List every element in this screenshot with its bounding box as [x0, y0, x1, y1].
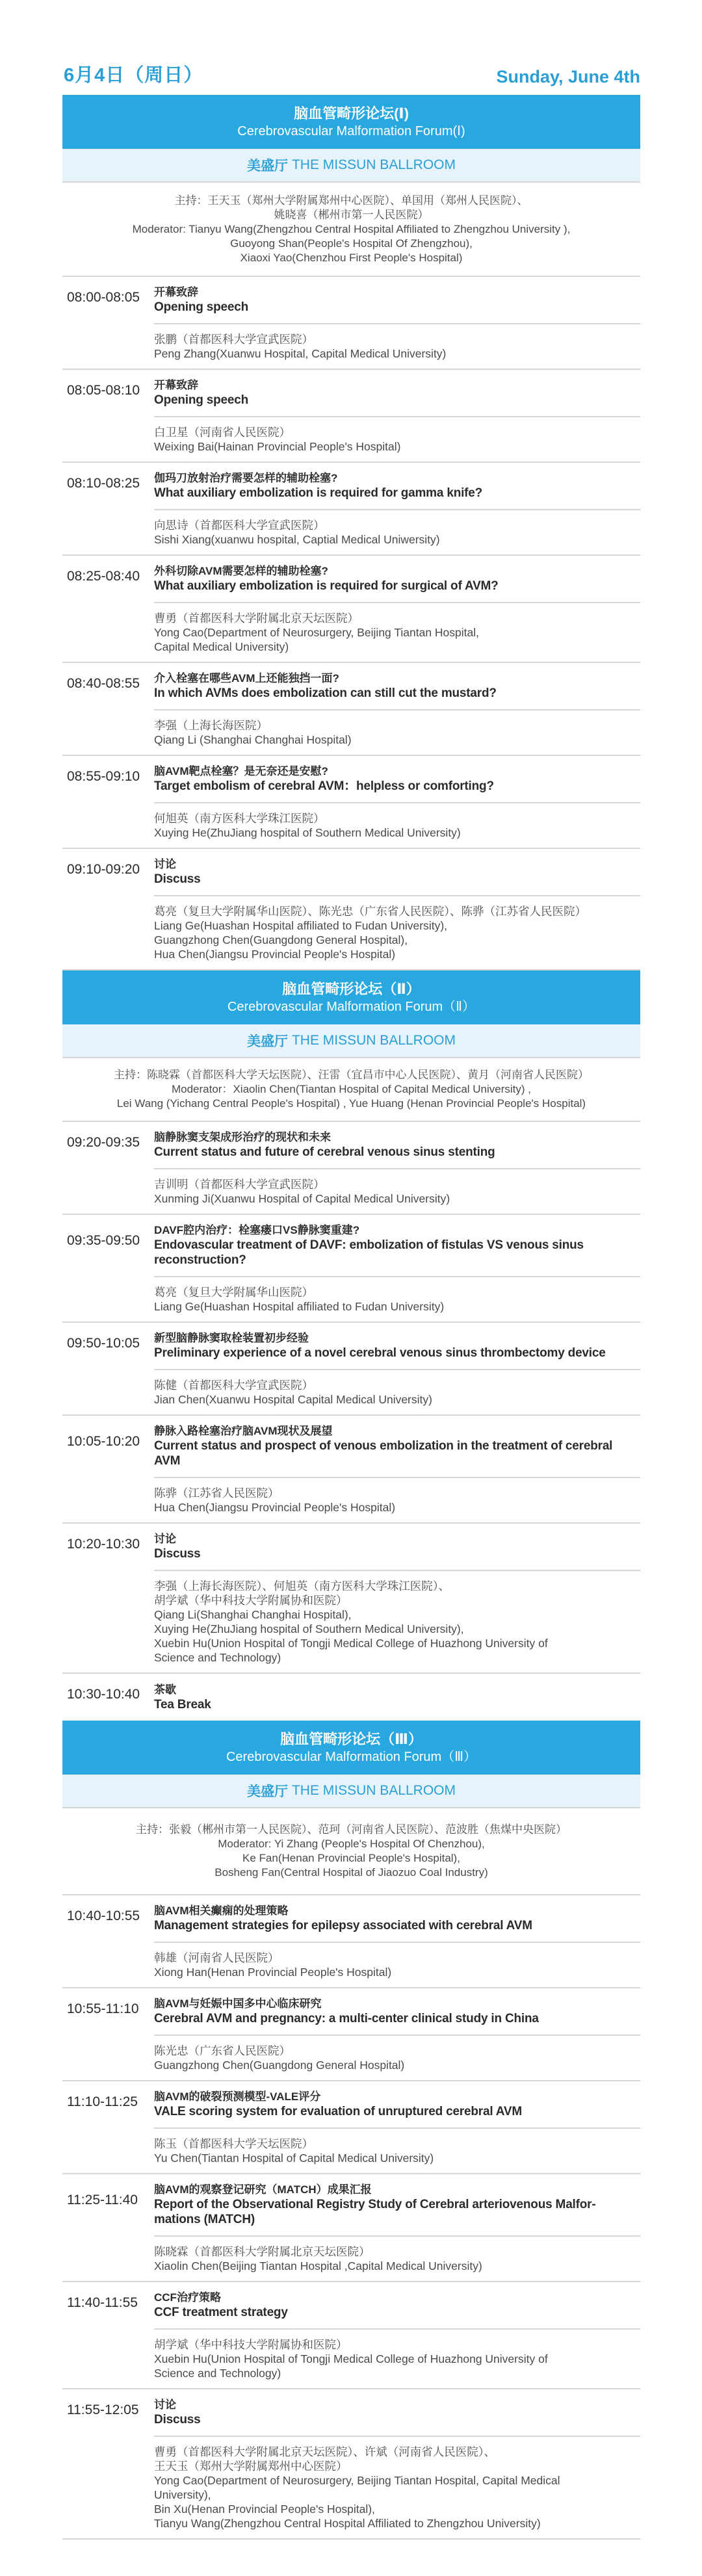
session-speaker — [154, 1277, 640, 1321]
session-topic — [154, 1524, 640, 1571]
forum-title-cn: 脑血管畸形论坛(Ⅰ) — [294, 105, 409, 122]
forum-section — [62, 970, 640, 1721]
topic-title-en: Discuss — [154, 1547, 201, 1561]
speaker-line: Weixing Bai(Hainan Provincial People's Hospital) — [154, 440, 401, 453]
topic-title-en: Opening speech — [154, 393, 249, 407]
speaker-line: 曹勇（首都医科大学附属北京天坛医院） — [154, 612, 359, 625]
topic-title-cn: 开幕致辞 — [154, 379, 198, 391]
speaker-line: Xiong Han(Henan Provincial People's Hospital) — [154, 1966, 392, 1979]
session-topic — [154, 1215, 640, 1277]
topic-title-cn: CCF治疗策略 — [154, 2291, 221, 2304]
moderator-line: 主持：陈晓霖（首都医科大学天坛医院）、汪雷（宜昌市中心人民医院）、黄月（河南省人民医院） — [114, 1069, 589, 1081]
room-name-en: THE MISSUN BALLROOM — [291, 1783, 456, 1798]
session-speaker — [154, 2129, 640, 2173]
speaker-line: 李强（上海长海医院） — [154, 719, 268, 732]
session-time: 11:25-11:40 — [67, 2192, 138, 2207]
session-topic — [154, 756, 640, 803]
topic-title-en: In which AVMs does embolization can still cut the mustard? — [154, 686, 497, 700]
moderator-line: Ke Fan(Henan Provincial People's Hospital), — [242, 1852, 460, 1864]
moderator-line: 主持：张毅（郴州市第一人民医院）、范珂（河南省人民医院）、范波胜（焦煤中央医院） — [136, 1823, 567, 1836]
session-content — [154, 463, 640, 554]
speaker-line: 葛亮（复旦大学附属华山医院） — [154, 1286, 313, 1299]
topic-title-en: CCF treatment strategy — [154, 2306, 288, 2319]
topic-title-cn: 脑AVM与妊娠中国多中心临床研究 — [154, 1997, 322, 2010]
speaker-line: 张鹏（首都医科大学宣武医院） — [154, 333, 313, 346]
speaker-line: Science and Technology) — [154, 2367, 281, 2380]
session-speaker — [154, 417, 640, 462]
session-content — [154, 1524, 640, 1672]
session-time: 09:50-10:05 — [67, 1336, 140, 1351]
session-row — [62, 1895, 640, 1988]
moderator-line: Bosheng Fan(Central Hospital of Jiaozuo Coal Industry) — [214, 1866, 488, 1879]
speaker-line: Xuying He(ZhuJiang hospital of Southern Medical University) — [154, 826, 461, 839]
topic-title-cn: DAVF腔内治疗：栓塞瘘口VS静脉窦重建? — [154, 1224, 360, 1236]
session-topic — [154, 1674, 640, 1721]
moderator-block — [62, 1058, 640, 1122]
speaker-line: Jian Chen(Xuanwu Hospital Capital Medical University) — [154, 1393, 432, 1406]
session-speaker — [154, 1478, 640, 1522]
topic-title-en: Current status and prospect of venous embolization in the treatment of cerebral AVM — [154, 1439, 613, 1468]
session-topic — [154, 849, 640, 896]
topic-title-cn: 伽玛刀放射治疗需要怎样的辅助栓塞? — [154, 472, 338, 484]
date-header — [62, 64, 640, 90]
moderator-line: Lei Wang (Yichang Central People's Hospital) , Yue Huang (Henan Provincial People's Hospital) — [116, 1097, 586, 1110]
topic-title-cn: 讨论 — [154, 1533, 176, 1545]
session-time: 09:10-09:20 — [67, 862, 140, 877]
session-row — [62, 756, 640, 849]
date-en: Sunday, June 4th — [496, 67, 640, 86]
speaker-line: Xuying He(ZhuJiang hospital of Southern Medical University), — [154, 1622, 464, 1635]
session-speaker — [154, 2036, 640, 2080]
session-row — [62, 1988, 640, 2081]
topic-title-en: Management strategies for epilepsy associated with cerebral AVM — [154, 1919, 532, 1932]
session-row — [62, 1416, 640, 1524]
forum-title-en: Cerebrovascular Malformation Forum(Ⅰ) — [237, 124, 465, 138]
forum-title-en: Cerebrovascular Malformation Forum（Ⅱ） — [227, 999, 476, 1014]
session-content — [154, 1674, 640, 1721]
session-row — [62, 556, 640, 663]
moderator-line: 主持：王天玉（郑州大学附属郑州中心医院）、单国用（郑州人民医院）、 — [174, 194, 528, 207]
session-time: 10:40-10:55 — [67, 1908, 140, 1923]
speaker-line: Guangzhong Chen(Guangdong General Hospital), — [154, 933, 408, 946]
moderator-block — [62, 183, 640, 277]
session-speaker — [154, 803, 640, 848]
session-time: 09:20-09:35 — [67, 1135, 140, 1150]
speaker-line: 陈健（首都医科大学宣武医院） — [154, 1379, 313, 1392]
forum-section — [62, 95, 640, 970]
session-content — [154, 370, 640, 462]
topic-title-cn: 脑静脉窦支架成形治疗的现状和未来 — [154, 1131, 331, 1143]
session-topic — [154, 2174, 640, 2237]
moderator-block — [62, 1808, 640, 1895]
topic-title-en: Tea Break — [154, 1697, 211, 1711]
speaker-line: Science and Technology) — [154, 1651, 281, 1664]
speaker-line: Yong Cao(Department of Neurosurgery, Beijing Tiantan Hospital, — [154, 626, 479, 639]
session-topic — [154, 1988, 640, 2036]
session-speaker — [154, 896, 640, 969]
moderator-line: Moderator: Tianyu Wang(Zhengzhou Central Hospital Affiliated to Zhengzhou University ), — [132, 222, 571, 235]
session-speaker — [154, 710, 640, 755]
moderator-line: Xiaoxi Yao(Chenzhou First People's Hospital) — [240, 251, 463, 264]
topic-title-en: Opening speech — [154, 300, 249, 314]
session-time: 10:20-10:30 — [67, 1537, 140, 1552]
session-speaker — [154, 324, 640, 369]
session-topic — [154, 2282, 640, 2330]
session-content — [154, 1988, 640, 2080]
session-time: 08:10-08:25 — [67, 476, 140, 491]
session-row — [62, 463, 640, 556]
session-time: 09:35-09:50 — [67, 1233, 140, 1248]
forum-banner — [62, 970, 640, 1024]
speaker-line: 葛亮（复旦大学附属华山医院）、陈光忠（广东省人民医院）、陈骅（江苏省人民医院） — [154, 905, 586, 918]
topic-title-cn: 茶歇 — [154, 1683, 176, 1696]
session-speaker — [154, 1943, 640, 1987]
forum-title-cn: 脑血管畸形论坛（Ⅱ） — [282, 980, 421, 997]
speaker-line: 李强（上海长海医院）、何旭英（南方医科大学珠江医院）、 — [154, 1580, 450, 1593]
session-time: 10:30-10:40 — [67, 1687, 140, 1702]
topic-title-en: What auxiliary embolization is required for surgical of AVM? — [154, 579, 499, 593]
session-content — [154, 1122, 640, 1214]
session-row — [62, 370, 640, 463]
session-content — [154, 1323, 640, 1414]
session-topic — [154, 556, 640, 603]
session-content — [154, 1416, 640, 1522]
topic-title-cn: 脑AVM靶点栓塞？是无奈还是安慰? — [154, 765, 328, 777]
session-time: 10:05-10:20 — [67, 1434, 140, 1449]
session-row — [62, 663, 640, 756]
session-speaker — [154, 603, 640, 662]
topic-title-cn: 介入栓塞在哪些AVM上还能独挡一面? — [154, 672, 339, 684]
room-name-cn: 美盛厅 — [246, 1034, 288, 1049]
speaker-line: Sishi Xiang(xuanwu hospital, Captial Medical Uniwersity) — [154, 533, 440, 546]
session-time: 10:55-11:10 — [67, 2001, 139, 2016]
speaker-line: Qiang Li(Shanghai Changhai Hospital), — [154, 1608, 352, 1621]
session-row — [62, 2174, 640, 2282]
session-row — [62, 1674, 640, 1721]
speaker-line: 向思诗（首都医科大学宣武医院） — [154, 519, 325, 532]
topic-title-en: Target embolism of cerebral AVM：helpless or comforting? — [154, 779, 494, 793]
topic-title-cn: 讨论 — [154, 858, 176, 870]
speaker-line: Xuebin Hu(Union Hospital of Tongji Medical College of Huazhong University of — [154, 1637, 548, 1650]
speaker-line: 王天玉（郑州大学附属郑州中心医院） — [154, 2460, 348, 2473]
speaker-line: Xuebin Hu(Union Hospital of Tongji Medical College of Huazhong University of — [154, 2352, 548, 2365]
session-content — [154, 1215, 640, 1321]
session-time: 08:00-08:05 — [67, 290, 140, 305]
speaker-line: Yu Chen(Tiantan Hospital of Capital Medical University) — [154, 2152, 434, 2165]
speaker-line: Guangzhong Chen(Guangdong General Hospital) — [154, 2059, 405, 2072]
session-time: 08:25-08:40 — [67, 569, 140, 584]
session-topic — [154, 2389, 640, 2437]
speaker-line: Hua Chen(Jiangsu Provincial People's Hospital) — [154, 948, 396, 961]
session-time: 08:05-08:10 — [67, 383, 140, 398]
session-time: 11:40-11:55 — [67, 2295, 138, 2310]
topic-title-cn: 脑AVM的破裂预测模型-VALE评分 — [154, 2090, 321, 2103]
topic-title-en: Endovascular treatment of DAVF: embolization of fistulas VS venous sinus reconstruction? — [154, 1238, 584, 1267]
speaker-line: 吉训明（首都医科大学宣武医院） — [154, 1178, 325, 1191]
topic-title-en: Preliminary experience of a novel cerebral venous sinus thrombectomy device — [154, 1346, 606, 1360]
topic-title-en: Current status and future of cerebral venous sinus stenting — [154, 1145, 495, 1159]
session-time: 08:55-09:10 — [67, 769, 140, 784]
session-row — [62, 2389, 640, 2540]
session-row — [62, 277, 640, 370]
room-band — [62, 1775, 640, 1808]
session-speaker — [154, 1571, 640, 1672]
topic-title-cn: 脑AVM相关癫痫的处理策略 — [154, 1905, 289, 1917]
topic-title-en: VALE scoring system for evaluation of unruptured cerebral AVM — [154, 2105, 523, 2118]
speaker-line: 陈晓霖（首都医科大学附属北京天坛医院） — [154, 2245, 370, 2258]
speaker-line: 陈玉（首都医科大学天坛医院） — [154, 2137, 313, 2150]
speaker-line: Liang Ge(Huashan Hospital affiliated to Fudan University) — [154, 1300, 445, 1313]
session-row — [62, 849, 640, 970]
moderator-line: Moderator：Xiaolin Chen(Tiantan Hospital of Capital Medical University) , — [171, 1083, 532, 1095]
topic-title-cn: 脑AVM的观察登记研究（MATCH）成果汇报 — [154, 2183, 372, 2196]
session-speaker — [154, 1169, 640, 1214]
session-topic — [154, 463, 640, 510]
speaker-line: 白卫星（河南省人民医院） — [154, 426, 291, 439]
forum-banner — [62, 95, 640, 149]
session-speaker — [154, 2237, 640, 2281]
forum-banner — [62, 1721, 640, 1775]
topic-title-en: Report of the Observational Registry Study of Cerebral arteriovenous Malfor-mations (MATCH) — [154, 2198, 596, 2226]
room-name-en: THE MISSUN BALLROOM — [291, 1033, 456, 1048]
room-name-en: THE MISSUN BALLROOM — [291, 157, 456, 172]
speaker-line: Yong Cao(Department of Neurosurgery, Beijing Tiantan Hospital, Capital Medical — [154, 2474, 560, 2487]
session-time: 11:10-11:25 — [67, 2094, 138, 2109]
speaker-line: Peng Zhang(Xuanwu Hospital, Capital Medical University) — [154, 347, 447, 360]
forum-list — [62, 95, 640, 2540]
session-topic — [154, 2081, 640, 2129]
session-content — [154, 663, 640, 755]
forum-section — [62, 1721, 640, 2540]
speaker-line: Xunming Ji(Xuanwu Hospital of Capital Medical University) — [154, 1192, 450, 1205]
session-row — [62, 1215, 640, 1323]
session-speaker — [154, 1370, 640, 1414]
session-content — [154, 556, 640, 662]
room-name-cn: 美盛厅 — [246, 159, 288, 174]
session-content — [154, 1895, 640, 1987]
session-time: 08:40-08:55 — [67, 676, 140, 691]
topic-title-cn: 外科切除AVM需要怎样的辅助栓塞? — [154, 565, 328, 577]
speaker-line: 曹勇（首都医科大学附属北京天坛医院）、许斌（河南省人民医院）、 — [154, 2445, 495, 2458]
speaker-line: Liang Ge(Huashan Hospital affiliated to Fudan University), — [154, 919, 448, 932]
moderator-line: 姚晓喜（郴州市第一人民医院） — [274, 208, 429, 221]
topic-title-cn: 静脉入路栓塞治疗脑AVM现状及展望 — [154, 1425, 333, 1437]
session-speaker — [154, 2330, 640, 2388]
session-content — [154, 277, 640, 369]
topic-title-cn: 讨论 — [154, 2399, 176, 2411]
session-topic — [154, 663, 640, 710]
session-time: 11:55-12:05 — [67, 2402, 139, 2417]
session-row — [62, 1122, 640, 1215]
topic-title-cn: 开幕致辞 — [154, 286, 198, 298]
session-topic — [154, 1416, 640, 1478]
speaker-line: 陈骅（江苏省人民医院） — [154, 1487, 280, 1500]
session-topic — [154, 1323, 640, 1370]
speaker-line: University), — [154, 2488, 211, 2501]
topic-title-en: Discuss — [154, 872, 201, 886]
schedule-page — [62, 64, 640, 2540]
moderator-line: Guoyong Shan(People's Hospital Of Zhengzhou), — [230, 237, 473, 250]
session-topic — [154, 1895, 640, 1943]
speaker-line: 胡学斌（华中科技大学附属协和医院） — [154, 2338, 348, 2351]
speaker-line: Bin Xu(Henan Provincial People's Hospital), — [154, 2503, 375, 2516]
session-row — [62, 1323, 640, 1416]
session-content — [154, 2174, 640, 2281]
room-band — [62, 149, 640, 183]
speaker-line: Qiang Li (Shanghai Changhai Hospital) — [154, 733, 352, 746]
forum-title-cn: 脑血管畸形论坛（Ⅲ） — [280, 1730, 422, 1747]
session-row — [62, 2081, 640, 2174]
session-content — [154, 2081, 640, 2173]
session-topic — [154, 370, 640, 417]
topic-title-en: Discuss — [154, 2413, 201, 2426]
forum-title-en: Cerebrovascular Malformation Forum（Ⅲ） — [226, 1749, 476, 1764]
session-speaker — [154, 510, 640, 554]
speaker-line: 韩雄（河南省人民医院） — [154, 1951, 280, 1964]
topic-title-cn: 新型脑静脉窦取栓装置初步经验 — [154, 1332, 309, 1344]
session-topic — [154, 1122, 640, 1169]
session-content — [154, 756, 640, 848]
speaker-line: Tianyu Wang(Zhengzhou Central Hospital Affiliated to Zhengzhou University) — [154, 2517, 541, 2530]
room-band — [62, 1024, 640, 1058]
session-row — [62, 2282, 640, 2389]
speaker-line: 胡学斌（华中科技大学附属协和医院） — [154, 1594, 348, 1607]
topic-title-en: What auxiliary embolization is required for gamma knife? — [154, 486, 483, 500]
session-content — [154, 2282, 640, 2388]
session-row — [62, 1524, 640, 1674]
session-content — [154, 849, 640, 969]
speaker-line: Hua Chen(Jiangsu Provincial People's Hospital) — [154, 1501, 396, 1514]
topic-title-en: Cerebral AVM and pregnancy: a multi-center clinical study in China — [154, 2012, 539, 2025]
date-cn: 6月4日（周日） — [64, 65, 203, 86]
speaker-line: 何旭英（南方医科大学珠江医院） — [154, 812, 325, 825]
session-speaker — [154, 2437, 640, 2538]
moderator-line: Moderator: Yi Zhang (People's Hospital Of Chenzhou), — [218, 1838, 485, 1850]
session-topic — [154, 277, 640, 324]
speaker-line: 陈光忠（广东省人民医院） — [154, 2044, 291, 2057]
speaker-line: Capital Medical University) — [154, 640, 289, 653]
speaker-line: Xiaolin Chen(Beijing Tiantan Hospital ,Capital Medical University) — [154, 2259, 482, 2272]
session-content — [154, 2389, 640, 2538]
room-name-cn: 美盛厅 — [246, 1784, 288, 1799]
